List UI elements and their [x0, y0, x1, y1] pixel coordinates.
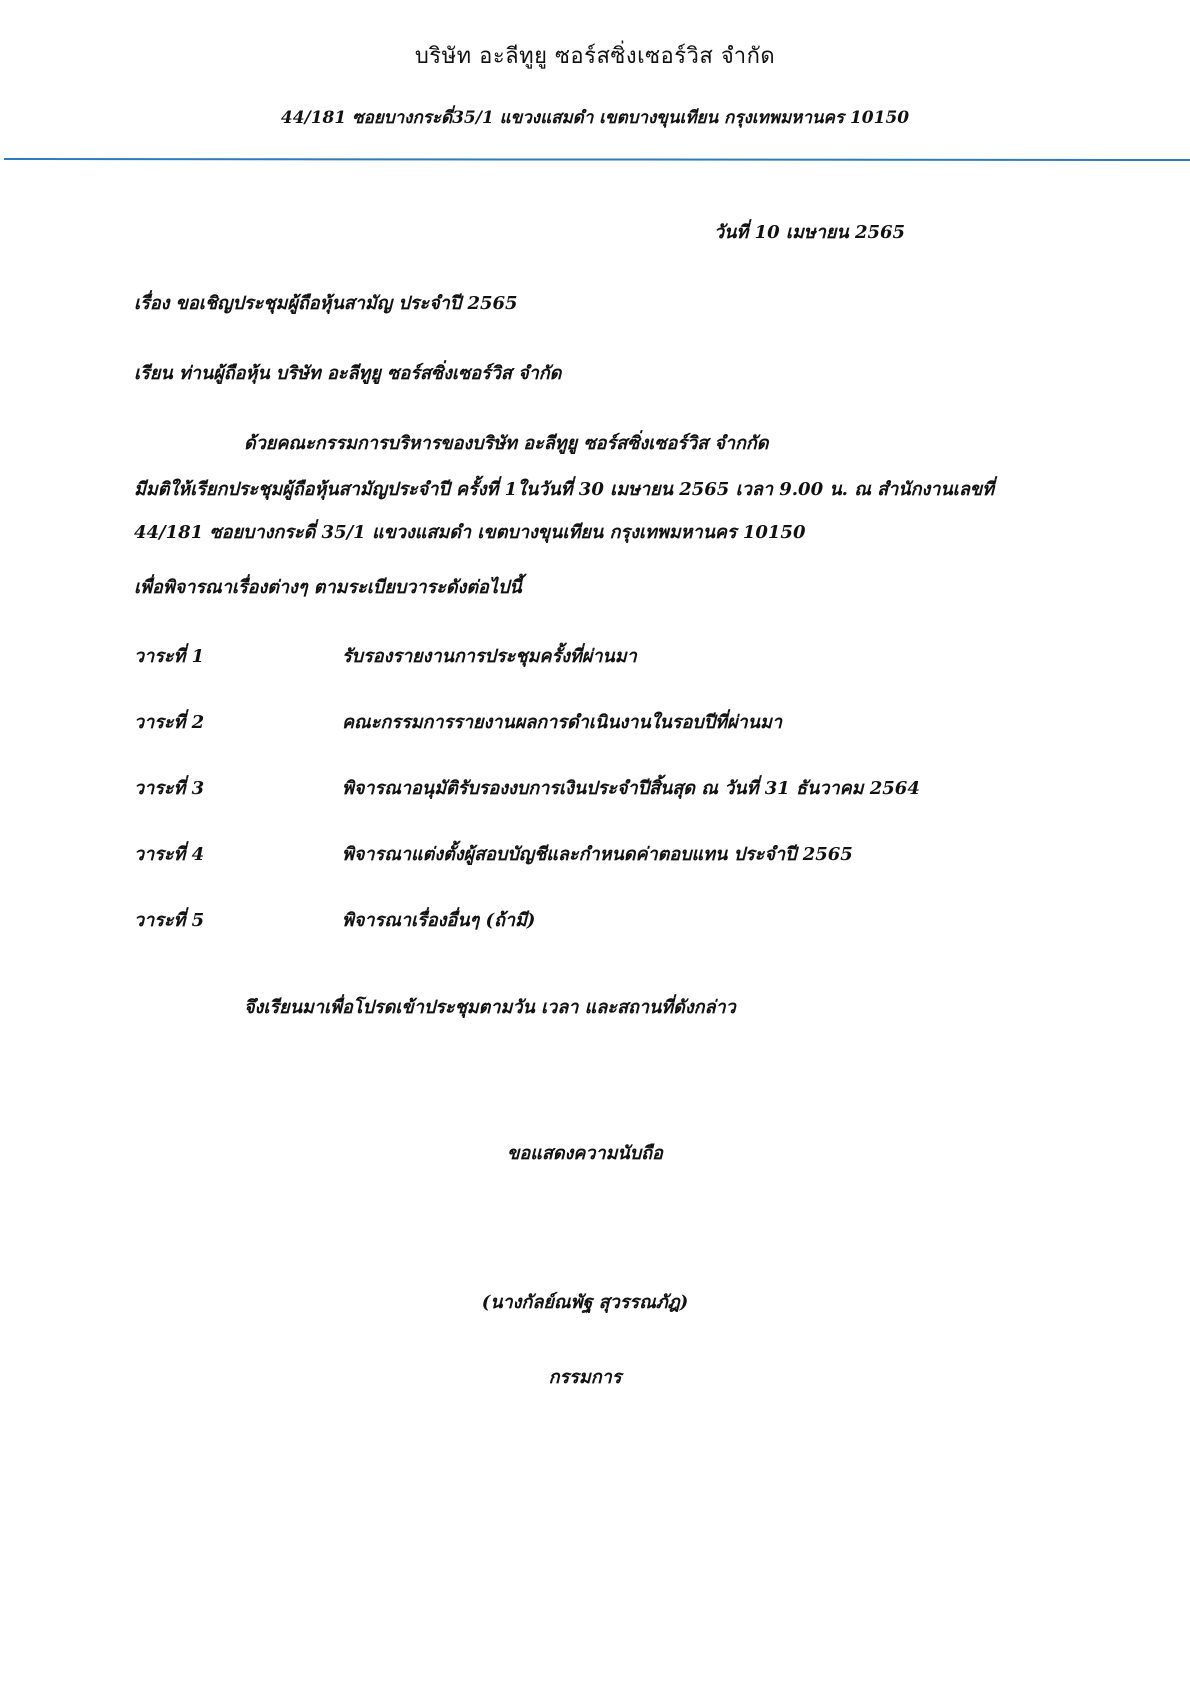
agenda-text: คณะกรรมการรายงานผลการดำเนินงานในรอบปีที่ผ่านมา — [342, 712, 782, 733]
agenda-number: วาระที่ 3 — [134, 778, 205, 799]
regards: ขอแสดงความนับถือ — [507, 1143, 663, 1164]
signer-name: (นางกัลย์ณพัฐ สุวรรณภัฎ) — [481, 1292, 689, 1313]
company-name: บริษัท อะลีทูยู ซอร์สซิ่งเซอร์วิส จำกัด — [414, 44, 776, 69]
intro-line-1: ด้วยคณะกรรมการบริหารของบริษัท อะลีทูยู ซอร์สซิ่งเซอร์วิส จำกกัด — [244, 433, 769, 454]
agenda-text: พิจารณาเรื่องอื่นๆ (ถ้ามี) — [342, 910, 536, 931]
letter-recipient: เรียน ท่านผู้ถือหุ้น บริษัท อะลีทูยู ซอร์สซิ่งเซอร์วิส จำกัด — [134, 363, 562, 384]
signer-title: กรรมการ — [548, 1367, 622, 1388]
intro-line-3: 44/181 ซอยบางกระดี่ 35/1 แขวงแสมดำ เขตบางขุนเทียน กรุงเทพมหานคร 10150 — [134, 522, 806, 543]
company-address: 44/181 ซอยบางกระดี่35/1 แขวงแสมดำ เขตบางขุนเทียน กรุงเทพมหานคร 10150 — [280, 108, 910, 128]
agenda-number: วาระที่ 5 — [134, 910, 205, 931]
agenda-text: รับรองรายงานการประชุมครั้งที่ผ่านมา — [342, 646, 637, 667]
header-divider — [4, 158, 1190, 161]
letter-date: วันที่ 10 เมษายน 2565 — [714, 222, 906, 243]
agenda-text: พิจารณาอนุมัติรับรองงบการเงินประจำปีสิ้นสุด ณ วันที่ 31 ธันวาคม 2564 — [342, 778, 920, 799]
agenda-number: วาระที่ 4 — [134, 844, 205, 865]
agenda-number: วาระที่ 1 — [134, 646, 205, 667]
closing-sentence: จึงเรียนมาเพื่อโปรดเข้าประชุมตามวัน เวลา และสถานที่ดังกล่าว — [244, 997, 736, 1018]
intro-line-2: มีมติให้เรียกประชุมผู้ถือหุ้นสามัญประจำปี ครั้งที่ 1ในวันที่ 30 เมษายน 2565 เวลา 9.00 น. ณ สำนักงานเลขที่ — [134, 479, 995, 500]
agenda-text: พิจารณาแต่งตั้งผู้สอบบัญชีและกำหนดค่าตอบแทน ประจำปี 2565 — [342, 844, 853, 865]
agenda-number: วาระที่ 2 — [134, 712, 205, 733]
intro-line-4: เพื่อพิจารณาเรื่องต่างๆ ตามระเบียบวาระดังต่อไปนี้ — [134, 577, 522, 598]
letter-subject: เรื่อง ขอเชิญประชุมผู้ถือหุ้นสามัญ ประจำปี 2565 — [134, 293, 518, 314]
